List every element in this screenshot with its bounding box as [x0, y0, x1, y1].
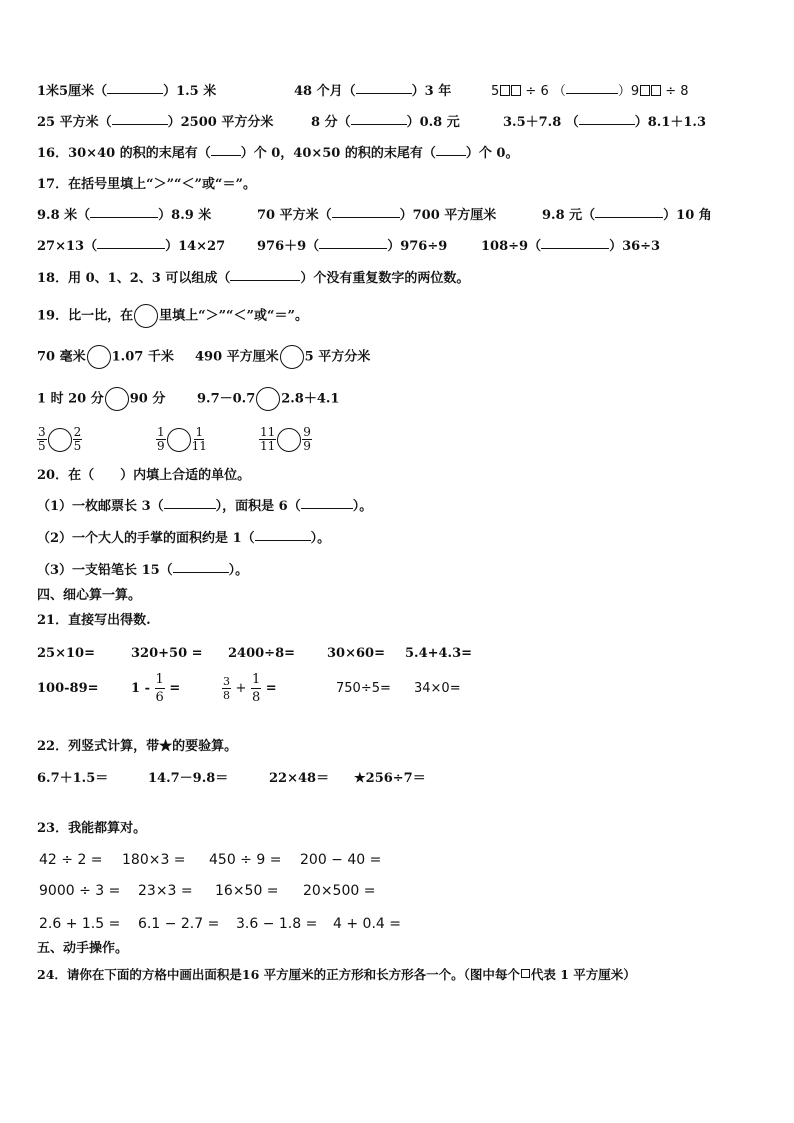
- calc-item: 3.6 − 1.8 =: [236, 916, 318, 932]
- question-18: 18．用 0、1、2、3 可以组成（ ）个没有重复数字的两位数。: [0, 268, 794, 290]
- compare-row-1: [0, 81, 794, 103]
- calc-item: 1 - $\frac{1}{6}$ =: [131, 672, 181, 705]
- compare-item: 9.8 元（ ）10 角: [542, 205, 712, 227]
- question-23-row-3: [0, 913, 794, 935]
- answer-blank[interactable]: [211, 143, 241, 156]
- compare-item: 3.5＋7.8 （ ）8.1＋1.3: [503, 112, 706, 134]
- calc-item: 22×48＝: [269, 771, 330, 786]
- calc-item: 20×500 =: [303, 883, 376, 899]
- digit-box[interactable]: [640, 85, 650, 96]
- answer-circle[interactable]: [48, 428, 72, 452]
- compare-item: 48 个月（ ）3 年: [294, 81, 451, 103]
- calc-item: 30×60=: [327, 646, 385, 661]
- compare-item: 25 平方米（ ）2500 平方分米: [37, 112, 273, 134]
- question-17-title: 17．在括号里填上“＞”“＜”或“＝”。: [37, 177, 256, 192]
- answer-blank[interactable]: [332, 205, 400, 218]
- calc-item: 2.6 + 1.5 =: [39, 916, 121, 932]
- answer-blank[interactable]: [351, 112, 407, 125]
- question-19-row-1: [0, 345, 794, 367]
- section-4-heading: 四、细心算一算。: [37, 588, 142, 603]
- fraction-compare: $\frac{3}{5}$ $\frac{2}{5}$: [38, 425, 82, 453]
- answer-blank[interactable]: [566, 81, 618, 94]
- calc-item: 16×50 =: [215, 883, 279, 899]
- answer-circle[interactable]: [280, 345, 304, 369]
- calc-item: 2400÷8=: [228, 646, 296, 661]
- question-21-row-2: [0, 668, 794, 710]
- answer-circle[interactable]: [87, 345, 111, 369]
- question-20-part-1: （1）一枚邮票长 3（ ），面积是 6（ ）。: [0, 496, 794, 518]
- compare-item: 70 平方米（ ）700 平方厘米: [257, 205, 496, 227]
- calc-item: 200 − 40 =: [300, 852, 382, 868]
- compare-item: 490 平方厘米 5 平方分米: [195, 345, 370, 369]
- question-20-part-3: （3）一支铅笔长 15（ ）。: [0, 560, 794, 582]
- question-21-title: 21．直接写出得数.: [37, 613, 151, 628]
- compare-item: 976＋9（ ）976÷9: [257, 236, 447, 258]
- answer-blank[interactable]: [595, 205, 663, 218]
- compare-item: 9.8 米（ ）8.9 米: [37, 205, 211, 227]
- answer-circle[interactable]: [167, 428, 191, 452]
- question-16: 16．30×40 的积的末尾有（ ）个 0，40×50 的积的末尾有（ ）个 0。: [0, 143, 794, 165]
- answer-circle[interactable]: [256, 387, 280, 411]
- calc-item: 5.4+4.3=: [405, 646, 473, 661]
- question-17-row-1: [0, 205, 794, 227]
- answer-blank[interactable]: [579, 112, 635, 125]
- question-19-title: 19．比一比，在 里填上“＞”“＜”或“＝”。: [0, 304, 794, 326]
- question-23-title: 23．我能都算对。: [37, 821, 147, 836]
- fraction-compare: $\frac{11}{11}$ $\frac{9}{9}$: [260, 425, 311, 453]
- compare-item: 8 分（ ）0.8 元: [311, 112, 460, 134]
- question-22-title: 22．列竖式计算，带★的要验算。: [37, 739, 238, 754]
- question-24: 24．请你在下面的方格中画出面积是16 平方厘米的正方形和长方形各一个。（图中每个 代表 1 平方厘米）: [37, 967, 636, 982]
- calc-item: 34×0=: [414, 681, 461, 696]
- question-21-row-1: [0, 643, 794, 665]
- compare-item: 70 毫米 1.07 千米: [37, 345, 174, 369]
- answer-circle[interactable]: [277, 428, 301, 452]
- compare-item: 1 时 20 分 90 分: [37, 387, 165, 411]
- calc-item: 25×10=: [37, 646, 95, 661]
- answer-blank[interactable]: [164, 496, 216, 509]
- compare-item: 108÷9（ ）36÷3: [481, 236, 660, 258]
- calc-item: 4 + 0.4 =: [333, 916, 401, 932]
- question-20-part-2: （2）一个大人的手掌的面积约是 1（ ）。: [0, 528, 794, 550]
- question-20-title: 20．在（ ）内填上合适的单位。: [37, 468, 251, 483]
- answer-blank[interactable]: [436, 143, 466, 156]
- answer-blank[interactable]: [107, 81, 163, 94]
- question-22-row: [0, 768, 794, 790]
- answer-blank[interactable]: [90, 205, 158, 218]
- circle-icon: [134, 304, 158, 328]
- calc-item: 42 ÷ 2 =: [39, 852, 103, 868]
- question-23-row-2: [0, 880, 794, 902]
- fraction-compare: $\frac{1}{9}$ $\frac{1}{11}$: [157, 425, 207, 453]
- answer-blank[interactable]: [97, 236, 165, 249]
- calc-item: 750÷5=: [336, 681, 391, 696]
- calc-item: 100-89=: [37, 681, 99, 696]
- calc-item: 9000 ÷ 3 =: [39, 883, 121, 899]
- calc-item: 320+50 =: [131, 646, 203, 661]
- question-19-row-2: [0, 387, 794, 409]
- compare-item: 9.7－0.7 2.8＋4.1: [197, 387, 339, 411]
- compare-item: 5 ÷ 6 （ ）9 ÷ 8: [491, 81, 689, 103]
- calc-item: $\frac{3}{8}$ + $\frac{1}{8}$ =: [223, 672, 277, 705]
- question-17-row-2: [0, 236, 794, 258]
- answer-circle[interactable]: [105, 387, 129, 411]
- question-23-row-1: [0, 849, 794, 871]
- calc-item: 180×3 =: [122, 852, 186, 868]
- calc-item: 6.7＋1.5＝: [37, 771, 109, 786]
- compare-row-2: [0, 112, 794, 134]
- compare-item: 27×13（ ）14×27: [37, 236, 225, 258]
- calc-item: 450 ÷ 9 =: [209, 852, 282, 868]
- compare-item: 1米5厘米（ ）1.5 米: [37, 81, 216, 103]
- answer-blank[interactable]: [301, 496, 353, 509]
- digit-box[interactable]: [511, 85, 521, 96]
- answer-blank[interactable]: [173, 560, 229, 573]
- section-5-heading: 五、动手操作。: [37, 941, 129, 956]
- calc-item: 14.7－9.8＝: [148, 771, 229, 786]
- answer-blank[interactable]: [319, 236, 387, 249]
- calc-item: 6.1 − 2.7 =: [138, 916, 220, 932]
- grid-square-icon: [521, 969, 530, 978]
- calc-item: 23×3 =: [138, 883, 193, 899]
- digit-box[interactable]: [651, 85, 661, 96]
- digit-box[interactable]: [500, 85, 510, 96]
- answer-blank[interactable]: [230, 268, 300, 281]
- answer-blank[interactable]: [255, 528, 311, 541]
- answer-blank[interactable]: [356, 81, 412, 94]
- question-19-row-3: [0, 425, 794, 455]
- calc-item: ★256÷7＝: [354, 771, 426, 786]
- answer-blank[interactable]: [541, 236, 609, 249]
- answer-blank[interactable]: [112, 112, 168, 125]
